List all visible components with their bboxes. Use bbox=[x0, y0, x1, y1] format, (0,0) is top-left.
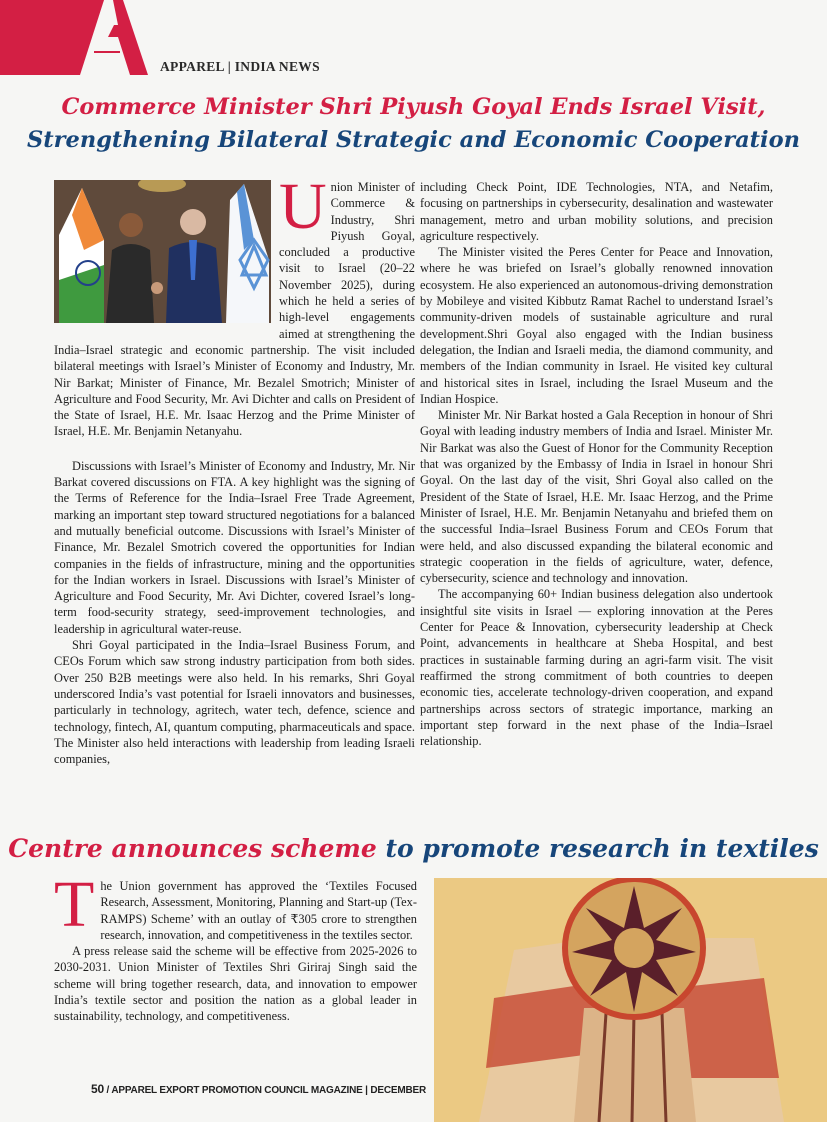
article2-paragraph: A press release said the scheme will be effective from 2025-2026 to 2030-2031. Union Minister of Textiles Shri Giriraj Singh said the scheme will bring together research, data, and innovation to empower India’s textile sector and position the nation as a global leader in sustainability, technology, and competitiveness. bbox=[54, 944, 417, 1024]
textiles-illustration bbox=[434, 878, 827, 1122]
page-footer bbox=[91, 1082, 426, 1096]
page-number: 50 bbox=[91, 1082, 104, 1096]
article2-intro bbox=[54, 868, 417, 943]
photo-illustration bbox=[54, 180, 271, 323]
article1-intro-text: nion Minister of Commerce & Industry, Shri Piyush Goyal, concluded a productive visit to Israel (20–22 November 2025), during which he held a series of high-level engagements aimed at strengthening the India–Israel strategic and economic partnership. The visit included bilateral meetings with Israel’s Minister of Economy and Industry, Mr. Nir Barkat; Minister of Finance, Mr. Bezalel Smotrich; Minister of Agriculture and Food Security, Mr. Avi Dichter and calls on President of the State of Israel, H.E. Mr. Isaac Herzog and the Prime Minister of Israel, H.E. Mr. Benjamin Netanyahu. bbox=[54, 180, 415, 439]
footer-separator: / bbox=[103, 1085, 112, 1096]
textiles-photo bbox=[434, 878, 827, 1122]
article1-paragraph: Discussions with Israel’s Minister of Economy and Industry, Mr. Nir Barkat covered discussions on FTA. A key highlight was the signing of the Terms of Reference for the India–Israel Free Trade Agreement, marking an important step toward structured negotiations for a balanced and mutually beneficial outcome. Discussions with Israel’s Minister of Finance, Mr. Bezalel Smotrich covered the opportunities for Indian companies in the fields of infrastructure, mining and the opportunities for the Indian workers in Israel. Discussions with Israel’s Minister of Agriculture and Food Security, Mr. Avi Dichter, covered Israel’s long-term food-security strategy, seed-improvement technologies, and leadership in agricultural water-reuse. bbox=[54, 458, 415, 636]
article-headline-line2: Strengthening Bilateral Strategic and Economic Cooperation bbox=[27, 127, 800, 153]
article2-headline bbox=[0, 830, 827, 868]
drop-cap-t: T bbox=[54, 868, 95, 941]
article1-left-column bbox=[54, 170, 415, 767]
article1-right-column bbox=[420, 179, 773, 749]
article1-paragraph: The Minister visited the Peres Center for Peace and Innovation, where he was briefed on Israel’s globally renowned innovation ecosystem. He also experienced an autonomous-driving demonstration by Mobileye and visited Kibbutz Ramat Rachel to understand Israel’s community-driven models of sustainable agriculture and rural development.Shri Goyal also engaged with the Indian business delegation, the Indian and Israeli media, the diamond community, and members of the Indian community in Israel. He visited key cultural and historical sites in Israel, including the Israel Museum and the Indian Hospice. bbox=[420, 245, 773, 406]
article1-paragraph: The accompanying 60+ Indian business delegation also undertook insightful site visits in Israel — exploring innovation at the Peres Center for Peace & Innovation, cybersecurity leadership at Check Point, advancements in healthcare at Sheba Hospital, and best practices in sustainable farming during an agri-farm visit. The visit reaffirmed the strong commitment of both countries to deepen economic ties, accelerate technology-driven cooperation, and expand partnerships across sectors of strategic importance, marking an important step forward in the next phase of the India–Israel relationship. bbox=[420, 587, 773, 749]
minister-handshake-photo bbox=[54, 180, 271, 323]
drop-cap-u: U bbox=[279, 170, 327, 243]
section-tag: APPAREL | INDIA NEWS bbox=[160, 59, 320, 74]
publication-name: APPAREL EXPORT PROMOTION COUNCIL MAGAZINE | DECEMBER bbox=[111, 1085, 426, 1096]
article2-headline-red: Centre announces scheme bbox=[8, 834, 377, 863]
magazine-logo-icon bbox=[0, 0, 150, 76]
article1-paragraph: Shri Goyal participated in the India–Israel Business Forum, and CEOs Forum which saw strong industry participation from both sides. Over 250 B2B meetings were also held. In his remarks, Shri Goyal underscored India’s vast potential for Israeli innovators and businesses, particularly in technology, agritech, water tech, defence, science and technology, fintech, AI, quantum computing, pharmaceuticals and space. The Minister also held interactions with leadership from leading Israeli companies, bbox=[54, 638, 415, 767]
article1-paragraph: Minister Mr. Nir Barkat hosted a Gala Reception in honour of Shri Goyal with leading industry members of India and Israel. Minister Mr. Nir Barkat was also the Guest of Honor for the Community Reception that was organized by the Embassy of India in Israel in honour Shri Goyal. On the last day of the visit, Shri Goyal also called on the President of the State of Israel, H.E. Mr. Isaac Herzog, and the Prime Minister of Israel, H.E. Mr. Benjamin Netanyahu and briefed them on the successful India–Israel Business Forum and CEOs Forum that were held, and also discussed expanding the bilateral economic and strategic cooperation in the fields of agriculture, water, defence, cybersecurity, science and technology and innovation. bbox=[420, 408, 773, 586]
article2-intro-text: he Union government has approved the ‘Textiles Focused Research, Assessment, Monitoring, Planning and Start-up (Tex-RAMPS) Scheme’ with an outlay of ₹305 crore to strengthen research, innovation, and competitiveness in the textiles sector. bbox=[100, 879, 417, 942]
article1-continued-text: including Check Point, IDE Technologies, NTA, and Netafim, focusing on partnerships in cybersecurity, desalination and wastewater management, metro and urban mobility solutions, and precision agriculture respectively. bbox=[420, 180, 773, 243]
article2-column bbox=[54, 868, 417, 1025]
article-headline-line1: Commerce Minister Shri Piyush Goyal Ends Israel Visit, bbox=[61, 94, 766, 120]
article2-headline-blue: to promote research in textiles bbox=[376, 834, 819, 863]
